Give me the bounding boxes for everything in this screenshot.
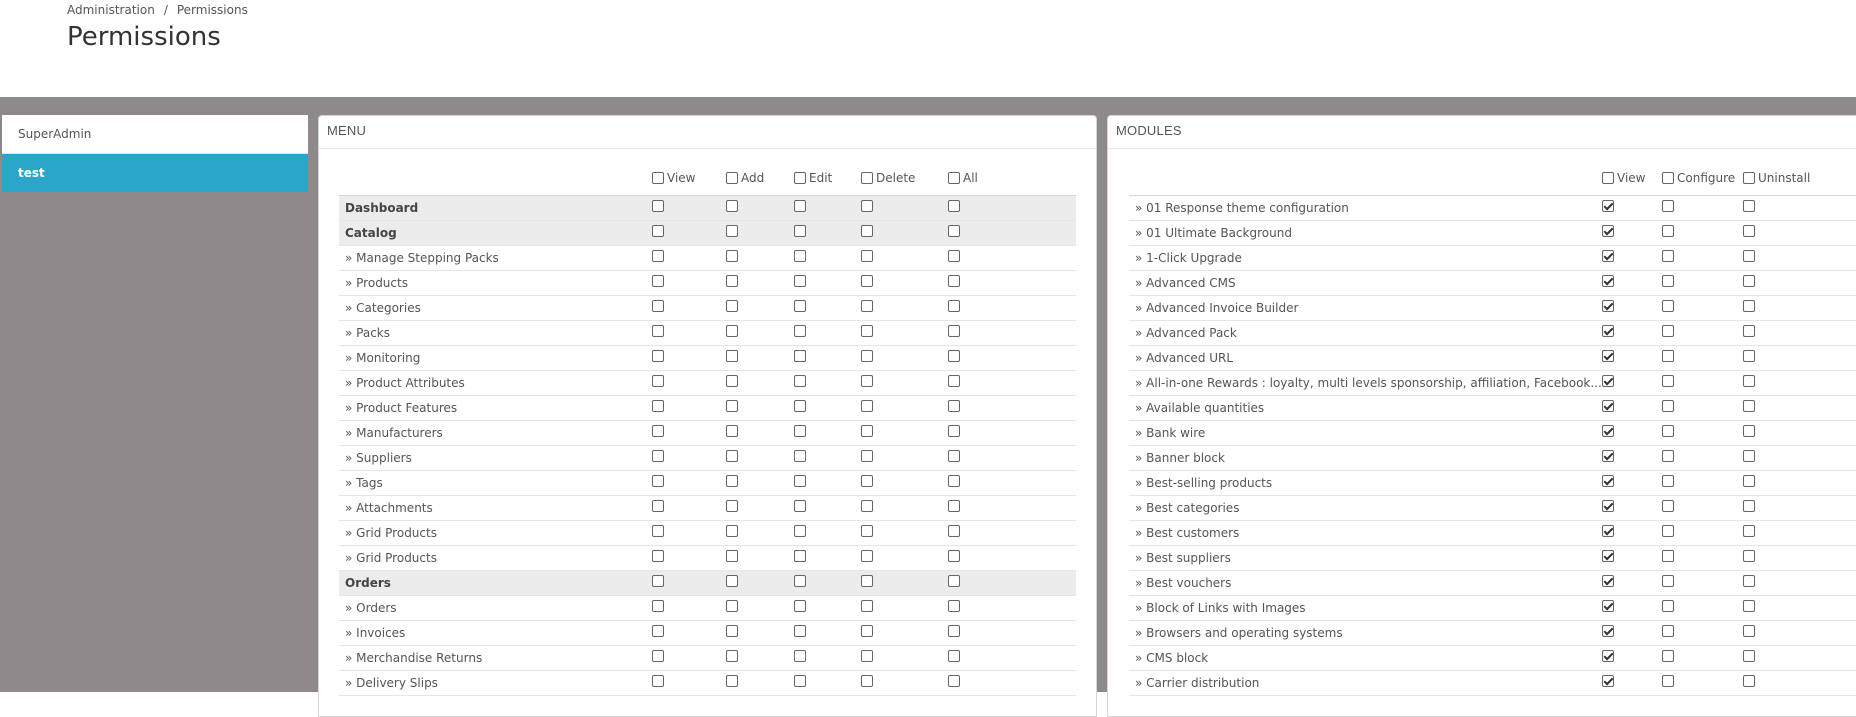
permission-label: » Suppliers [345, 451, 412, 465]
menu-select-all-view-checkbox[interactable] [652, 172, 664, 184]
view-permission-checkbox[interactable] [652, 650, 664, 662]
add-permission-checkbox[interactable] [726, 400, 738, 412]
menu-select-all-edit-checkbox[interactable] [794, 172, 806, 184]
uninstall-permission-checkbox[interactable] [1743, 375, 1755, 387]
delete-permission-checkbox[interactable] [861, 475, 873, 487]
add-permission-checkbox[interactable] [726, 225, 738, 237]
edit-permission-checkbox[interactable] [794, 550, 806, 562]
delete-permission-checkbox[interactable] [861, 200, 873, 212]
permission-label: » Packs [345, 326, 391, 340]
permission-label: » Attachments [345, 501, 433, 515]
add-permission-checkbox[interactable] [726, 450, 738, 462]
permission-label: » Products [345, 276, 408, 290]
delete-permission-checkbox[interactable] [861, 325, 873, 337]
edit-permission-checkbox[interactable] [794, 600, 806, 612]
uninstall-permission-checkbox[interactable] [1743, 325, 1755, 337]
permission-label: » Grid Products [345, 551, 437, 565]
menu-col-edit-header [794, 171, 832, 185]
breadcrumb-current: Permissions [176, 3, 248, 17]
view-permission-checkbox[interactable] [652, 425, 664, 437]
view-permission-checkbox[interactable] [1602, 425, 1614, 437]
modules-row [1129, 396, 1856, 421]
add-permission-checkbox[interactable] [726, 675, 738, 687]
permission-label: » Monitoring [345, 351, 421, 365]
menu-row [339, 246, 1076, 271]
edit-permission-checkbox[interactable] [794, 375, 806, 387]
menu-col-all-header [948, 171, 978, 185]
permission-label: » Manufacturers [345, 426, 443, 440]
profile-label: test [18, 166, 45, 180]
edit-permission-checkbox[interactable] [794, 475, 806, 487]
menu-permissions-table [339, 195, 1076, 696]
all-permission-checkbox[interactable] [948, 425, 960, 437]
all-permission-checkbox[interactable] [948, 600, 960, 612]
menu-row [339, 521, 1076, 546]
panel-heading: MODULES [1108, 116, 1856, 149]
view-permission-checkbox[interactable] [1602, 275, 1614, 287]
configure-permission-checkbox[interactable] [1662, 400, 1674, 412]
view-permission-checkbox[interactable] [652, 550, 664, 562]
permission-label: » 01 Response theme configuration [1135, 201, 1349, 215]
view-permission-checkbox[interactable] [652, 300, 664, 312]
view-permission-checkbox[interactable] [652, 325, 664, 337]
uninstall-permission-checkbox[interactable] [1743, 350, 1755, 362]
add-permission-checkbox[interactable] [726, 250, 738, 262]
permission-label: » 01 Ultimate Background [1135, 226, 1292, 240]
page-title: Permissions [67, 22, 221, 52]
configure-permission-checkbox[interactable] [1662, 650, 1674, 662]
column-label: Configure [1677, 171, 1736, 185]
delete-permission-checkbox[interactable] [861, 650, 873, 662]
uninstall-permission-checkbox[interactable] [1743, 650, 1755, 662]
delete-permission-checkbox[interactable] [861, 675, 873, 687]
view-permission-checkbox[interactable] [652, 350, 664, 362]
view-permission-checkbox[interactable] [652, 600, 664, 612]
menu-row [339, 571, 1076, 596]
edit-permission-checkbox[interactable] [794, 325, 806, 337]
view-permission-checkbox[interactable] [1602, 475, 1614, 487]
edit-permission-checkbox[interactable] [794, 250, 806, 262]
delete-permission-checkbox[interactable] [861, 225, 873, 237]
modules-row [1129, 246, 1856, 271]
edit-permission-checkbox[interactable] [794, 650, 806, 662]
column-label: Add [741, 171, 765, 185]
modules-row [1129, 446, 1856, 471]
configure-permission-checkbox[interactable] [1662, 525, 1674, 537]
view-permission-checkbox[interactable] [652, 200, 664, 212]
all-permission-checkbox[interactable] [948, 650, 960, 662]
all-permission-checkbox[interactable] [948, 300, 960, 312]
modules-col-configure-header [1662, 171, 1735, 185]
page-header [0, 0, 1856, 97]
all-permission-checkbox[interactable] [948, 325, 960, 337]
uninstall-permission-checkbox[interactable] [1743, 675, 1755, 687]
modules-col-uninstall-header [1743, 171, 1810, 185]
edit-permission-checkbox[interactable] [794, 425, 806, 437]
modules-row [1129, 521, 1856, 546]
configure-permission-checkbox[interactable] [1662, 550, 1674, 562]
modules-row [1129, 346, 1856, 371]
menu-row [339, 371, 1076, 396]
all-permission-checkbox[interactable] [948, 475, 960, 487]
delete-permission-checkbox[interactable] [861, 625, 873, 637]
delete-permission-checkbox[interactable] [861, 525, 873, 537]
permission-label: » Best categories [1135, 501, 1240, 515]
uninstall-permission-checkbox[interactable] [1743, 525, 1755, 537]
menu-row [339, 646, 1076, 671]
modules-select-all-configure-checkbox[interactable] [1662, 172, 1674, 184]
column-label: All [963, 171, 978, 185]
view-permission-checkbox[interactable] [652, 275, 664, 287]
permission-label: » Advanced Invoice Builder [1135, 301, 1299, 315]
menu-row [339, 621, 1076, 646]
menu-permissions-panel [318, 115, 1097, 717]
configure-permission-checkbox[interactable] [1662, 600, 1674, 612]
view-permission-checkbox[interactable] [1602, 400, 1614, 412]
delete-permission-checkbox[interactable] [861, 300, 873, 312]
menu-row [339, 296, 1076, 321]
modules-row [1129, 671, 1856, 696]
modules-select-all-view-checkbox[interactable] [1602, 172, 1614, 184]
edit-permission-checkbox[interactable] [794, 225, 806, 237]
delete-permission-checkbox[interactable] [861, 600, 873, 612]
view-permission-checkbox[interactable] [1602, 300, 1614, 312]
add-permission-checkbox[interactable] [726, 375, 738, 387]
uninstall-permission-checkbox[interactable] [1743, 600, 1755, 612]
view-permission-checkbox[interactable] [1602, 650, 1614, 662]
profile-item-superadmin[interactable] [2, 115, 308, 154]
modules-row [1129, 321, 1856, 346]
uninstall-permission-checkbox[interactable] [1743, 625, 1755, 637]
modules-row [1129, 221, 1856, 246]
modules-permissions-panel [1107, 115, 1856, 717]
modules-row [1129, 546, 1856, 571]
add-permission-checkbox[interactable] [726, 350, 738, 362]
uninstall-permission-checkbox[interactable] [1743, 250, 1755, 262]
column-label: Edit [809, 171, 833, 185]
configure-permission-checkbox[interactable] [1662, 350, 1674, 362]
uninstall-permission-checkbox[interactable] [1743, 200, 1755, 212]
uninstall-permission-checkbox[interactable] [1743, 450, 1755, 462]
permission-label: » Advanced URL [1135, 351, 1234, 365]
configure-permission-checkbox[interactable] [1662, 275, 1674, 287]
configure-permission-checkbox[interactable] [1662, 425, 1674, 437]
permission-label: » Browsers and operating systems [1135, 626, 1343, 640]
uninstall-permission-checkbox[interactable] [1743, 475, 1755, 487]
view-permission-checkbox[interactable] [652, 400, 664, 412]
delete-permission-checkbox[interactable] [861, 250, 873, 262]
menu-select-all-add-checkbox[interactable] [726, 172, 738, 184]
uninstall-permission-checkbox[interactable] [1743, 225, 1755, 237]
modules-row [1129, 596, 1856, 621]
add-permission-checkbox[interactable] [726, 550, 738, 562]
menu-col-add-header [726, 171, 764, 185]
permission-label: » Best customers [1135, 526, 1240, 540]
uninstall-permission-checkbox[interactable] [1743, 500, 1755, 512]
view-permission-checkbox[interactable] [1602, 575, 1614, 587]
view-permission-checkbox[interactable] [652, 375, 664, 387]
edit-permission-checkbox[interactable] [794, 525, 806, 537]
configure-permission-checkbox[interactable] [1662, 325, 1674, 337]
permission-label: » Orders [345, 601, 397, 615]
view-permission-checkbox[interactable] [652, 575, 664, 587]
all-permission-checkbox[interactable] [948, 675, 960, 687]
panel-heading: MENU [319, 116, 1096, 149]
modules-row [1129, 296, 1856, 321]
permission-label: » Invoices [345, 626, 406, 640]
menu-select-all-delete-checkbox[interactable] [861, 172, 873, 184]
view-permission-checkbox[interactable] [1602, 600, 1614, 612]
breadcrumb-separator: / [163, 3, 168, 17]
all-permission-checkbox[interactable] [948, 275, 960, 287]
all-permission-checkbox[interactable] [948, 200, 960, 212]
view-permission-checkbox[interactable] [652, 500, 664, 512]
configure-permission-checkbox[interactable] [1662, 450, 1674, 462]
menu-select-all-all-checkbox[interactable] [948, 172, 960, 184]
edit-permission-checkbox[interactable] [794, 450, 806, 462]
modules-permissions-table [1129, 195, 1856, 696]
permission-label: » Banner block [1135, 451, 1225, 465]
view-permission-checkbox[interactable] [1602, 200, 1614, 212]
view-permission-checkbox[interactable] [1602, 450, 1614, 462]
menu-row [339, 421, 1076, 446]
delete-permission-checkbox[interactable] [861, 350, 873, 362]
add-permission-checkbox[interactable] [726, 575, 738, 587]
menu-row [339, 446, 1076, 471]
delete-permission-checkbox[interactable] [861, 500, 873, 512]
menu-row [339, 596, 1076, 621]
menu-row [339, 221, 1076, 246]
modules-row [1129, 571, 1856, 596]
menu-row [339, 471, 1076, 496]
permission-label: » Merchandise Returns [345, 651, 483, 665]
permission-label: » Advanced Pack [1135, 326, 1237, 340]
permission-label: » All-in-one Rewards : loyalty, multi levels sponsorship, affiliation, Facebook... [1135, 376, 1602, 390]
view-permission-checkbox[interactable] [1602, 375, 1614, 387]
profile-item-test[interactable] [2, 154, 308, 192]
modules-row [1129, 196, 1856, 221]
configure-permission-checkbox[interactable] [1662, 475, 1674, 487]
delete-permission-checkbox[interactable] [861, 450, 873, 462]
modules-select-all-uninstall-checkbox[interactable] [1743, 172, 1755, 184]
view-permission-checkbox[interactable] [652, 475, 664, 487]
view-permission-checkbox[interactable] [1602, 325, 1614, 337]
view-permission-checkbox[interactable] [1602, 500, 1614, 512]
permission-label: Dashboard [345, 201, 419, 215]
permission-label: » Block of Links with Images [1135, 601, 1306, 615]
configure-permission-checkbox[interactable] [1662, 375, 1674, 387]
add-permission-checkbox[interactable] [726, 600, 738, 612]
add-permission-checkbox[interactable] [726, 525, 738, 537]
delete-permission-checkbox[interactable] [861, 375, 873, 387]
permission-label: » Delivery Slips [345, 676, 438, 690]
edit-permission-checkbox[interactable] [794, 200, 806, 212]
menu-row [339, 346, 1076, 371]
permission-label: » CMS block [1135, 651, 1209, 665]
configure-permission-checkbox[interactable] [1662, 575, 1674, 587]
modules-row [1129, 421, 1856, 446]
menu-col-delete-header [861, 171, 915, 185]
view-permission-checkbox[interactable] [652, 450, 664, 462]
permission-label: » 1-Click Upgrade [1135, 251, 1242, 265]
edit-permission-checkbox[interactable] [794, 500, 806, 512]
modules-col-view-header [1602, 171, 1645, 185]
view-permission-checkbox[interactable] [652, 250, 664, 262]
menu-row [339, 271, 1076, 296]
add-permission-checkbox[interactable] [726, 300, 738, 312]
view-permission-checkbox[interactable] [1602, 625, 1614, 637]
column-label: Delete [876, 171, 916, 185]
all-permission-checkbox[interactable] [948, 625, 960, 637]
view-permission-checkbox[interactable] [1602, 550, 1614, 562]
menu-permissions-header [339, 171, 1076, 187]
modules-row [1129, 496, 1856, 521]
view-permission-checkbox[interactable] [1602, 225, 1614, 237]
add-permission-checkbox[interactable] [726, 650, 738, 662]
menu-row [339, 396, 1076, 421]
edit-permission-checkbox[interactable] [794, 400, 806, 412]
edit-permission-checkbox[interactable] [794, 300, 806, 312]
column-label: View [667, 171, 696, 185]
all-permission-checkbox[interactable] [948, 550, 960, 562]
all-permission-checkbox[interactable] [948, 225, 960, 237]
permission-label: » Manage Stepping Packs [345, 251, 499, 265]
all-permission-checkbox[interactable] [948, 400, 960, 412]
modules-row [1129, 371, 1856, 396]
menu-row [339, 196, 1076, 221]
edit-permission-checkbox[interactable] [794, 675, 806, 687]
delete-permission-checkbox[interactable] [861, 425, 873, 437]
edit-permission-checkbox[interactable] [794, 350, 806, 362]
permission-label: » Best vouchers [1135, 576, 1232, 590]
modules-row [1129, 271, 1856, 296]
permission-label: Catalog [345, 226, 397, 240]
column-label: View [1617, 171, 1646, 185]
menu-row [339, 546, 1076, 571]
edit-permission-checkbox[interactable] [794, 575, 806, 587]
all-permission-checkbox[interactable] [948, 250, 960, 262]
uninstall-permission-checkbox[interactable] [1743, 575, 1755, 587]
view-permission-checkbox[interactable] [1602, 250, 1614, 262]
uninstall-permission-checkbox[interactable] [1743, 300, 1755, 312]
configure-permission-checkbox[interactable] [1662, 675, 1674, 687]
permission-label: » Product Attributes [345, 376, 465, 390]
add-permission-checkbox[interactable] [726, 325, 738, 337]
permission-label: » Advanced CMS [1135, 276, 1236, 290]
delete-permission-checkbox[interactable] [861, 400, 873, 412]
view-permission-checkbox[interactable] [652, 675, 664, 687]
configure-permission-checkbox[interactable] [1662, 500, 1674, 512]
all-permission-checkbox[interactable] [948, 350, 960, 362]
uninstall-permission-checkbox[interactable] [1743, 400, 1755, 412]
view-permission-checkbox[interactable] [652, 525, 664, 537]
menu-row [339, 671, 1076, 696]
uninstall-permission-checkbox[interactable] [1743, 550, 1755, 562]
content-area [0, 97, 1856, 692]
permission-label: » Best suppliers [1135, 551, 1231, 565]
view-permission-checkbox[interactable] [1602, 350, 1614, 362]
edit-permission-checkbox[interactable] [794, 275, 806, 287]
all-permission-checkbox[interactable] [948, 525, 960, 537]
all-permission-checkbox[interactable] [948, 500, 960, 512]
view-permission-checkbox[interactable] [1602, 525, 1614, 537]
view-permission-checkbox[interactable] [652, 225, 664, 237]
all-permission-checkbox[interactable] [948, 575, 960, 587]
permission-label: Orders [345, 576, 391, 590]
permission-label: » Categories [345, 301, 421, 315]
add-permission-checkbox[interactable] [726, 425, 738, 437]
permission-label: » Carrier distribution [1135, 676, 1260, 690]
configure-permission-checkbox[interactable] [1662, 625, 1674, 637]
column-label: Uninstall [1758, 171, 1811, 185]
modules-permissions-header [1129, 171, 1856, 187]
modules-row [1129, 646, 1856, 671]
add-permission-checkbox[interactable] [726, 475, 738, 487]
configure-permission-checkbox[interactable] [1662, 200, 1674, 212]
add-permission-checkbox[interactable] [726, 625, 738, 637]
add-permission-checkbox[interactable] [726, 500, 738, 512]
uninstall-permission-checkbox[interactable] [1743, 425, 1755, 437]
menu-row [339, 321, 1076, 346]
permission-label: » Available quantities [1135, 401, 1265, 415]
profile-label: SuperAdmin [18, 127, 92, 141]
breadcrumb-parent-link[interactable]: Administration [67, 3, 155, 17]
permission-label: » Tags [345, 476, 383, 490]
permission-label: » Bank wire [1135, 426, 1206, 440]
menu-row [339, 496, 1076, 521]
menu-col-view-header [652, 171, 695, 185]
view-permission-checkbox[interactable] [1602, 675, 1614, 687]
profile-list [2, 115, 308, 192]
configure-permission-checkbox[interactable] [1662, 250, 1674, 262]
delete-permission-checkbox[interactable] [861, 550, 873, 562]
all-permission-checkbox[interactable] [948, 450, 960, 462]
edit-permission-checkbox[interactable] [794, 625, 806, 637]
permission-label: » Product Features [345, 401, 458, 415]
permission-label: » Best-selling products [1135, 476, 1273, 490]
delete-permission-checkbox[interactable] [861, 275, 873, 287]
permission-label: » Grid Products [345, 526, 437, 540]
modules-row [1129, 471, 1856, 496]
configure-permission-checkbox[interactable] [1662, 300, 1674, 312]
configure-permission-checkbox[interactable] [1662, 225, 1674, 237]
breadcrumb [67, 3, 248, 17]
delete-permission-checkbox[interactable] [861, 575, 873, 587]
modules-row [1129, 621, 1856, 646]
add-permission-checkbox[interactable] [726, 275, 738, 287]
uninstall-permission-checkbox[interactable] [1743, 275, 1755, 287]
add-permission-checkbox[interactable] [726, 200, 738, 212]
all-permission-checkbox[interactable] [948, 375, 960, 387]
view-permission-checkbox[interactable] [652, 625, 664, 637]
